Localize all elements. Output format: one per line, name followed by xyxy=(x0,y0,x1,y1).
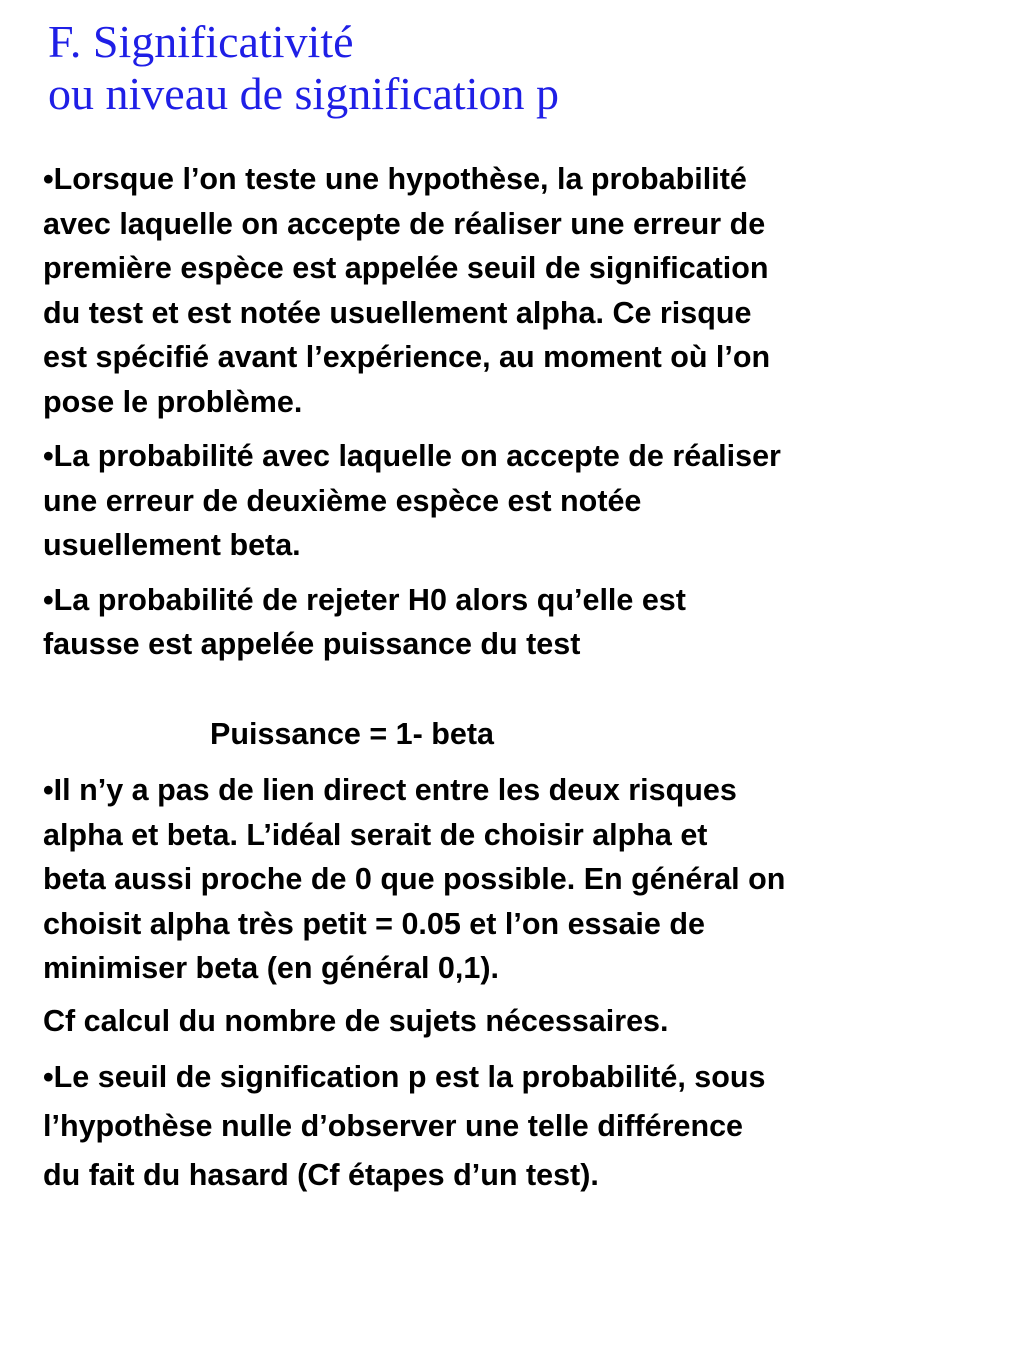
text-line: •Il n’y a pas de lien direct entre les deux risques xyxy=(43,773,737,807)
text-line: •La probabilité avec laquelle on accepte de réaliser xyxy=(43,439,781,473)
text-line: est spécifié avant l’expérience, au moment où l’on xyxy=(43,340,771,374)
text-line: pose le problème. xyxy=(43,384,303,419)
paragraph-power xyxy=(43,578,983,667)
text-line: du test et est notée usuellement alpha. Ce risque xyxy=(43,295,752,330)
text-line: Cf calcul du nombre de sujets nécessaires. xyxy=(43,1003,669,1038)
text-line: •Le seuil de signification p est la probabilité, sous xyxy=(43,1060,766,1094)
title-line-2: ou niveau de signification p xyxy=(48,68,559,119)
title-line-1: F. Significativité xyxy=(48,16,354,67)
paragraph-beta-risk xyxy=(43,434,983,568)
text-line: alpha et beta. L’idéal serait de choisir alpha et xyxy=(43,817,708,852)
text-line: fausse est appelée puissance du test xyxy=(43,627,581,661)
paragraph-alpha-risk xyxy=(43,157,983,424)
slide-title xyxy=(48,16,988,120)
paragraph-sample-size xyxy=(43,999,983,1044)
text-line: •La probabilité de rejeter H0 alors qu’elle est xyxy=(43,582,686,617)
text-line: choisit alpha très petit = 0.05 et l’on essaie de xyxy=(43,906,705,941)
text-line: l’hypothèse nulle d’observer une telle différence xyxy=(43,1109,743,1143)
text-line: minimiser beta (en général 0,1). xyxy=(43,951,499,985)
text-line: •Lorsque l’on teste une hypothèse, la probabilité xyxy=(43,162,747,196)
text-line: du fait du hasard (Cf étapes d’un test). xyxy=(43,1158,599,1192)
power-formula: Puissance = 1- beta xyxy=(210,716,494,751)
paragraph-p-value xyxy=(43,1053,983,1200)
paragraph-risk-link xyxy=(43,768,983,991)
text-line: une erreur de deuxième espèce est notée xyxy=(43,483,642,518)
text-line: usuellement beta. xyxy=(43,528,301,562)
text-line: avec laquelle on accepte de réaliser une erreur de xyxy=(43,206,766,241)
text-line: première espèce est appelée seuil de signification xyxy=(43,251,769,285)
text-line: beta aussi proche de 0 que possible. En général on xyxy=(43,862,786,896)
slide-body xyxy=(43,157,983,1200)
